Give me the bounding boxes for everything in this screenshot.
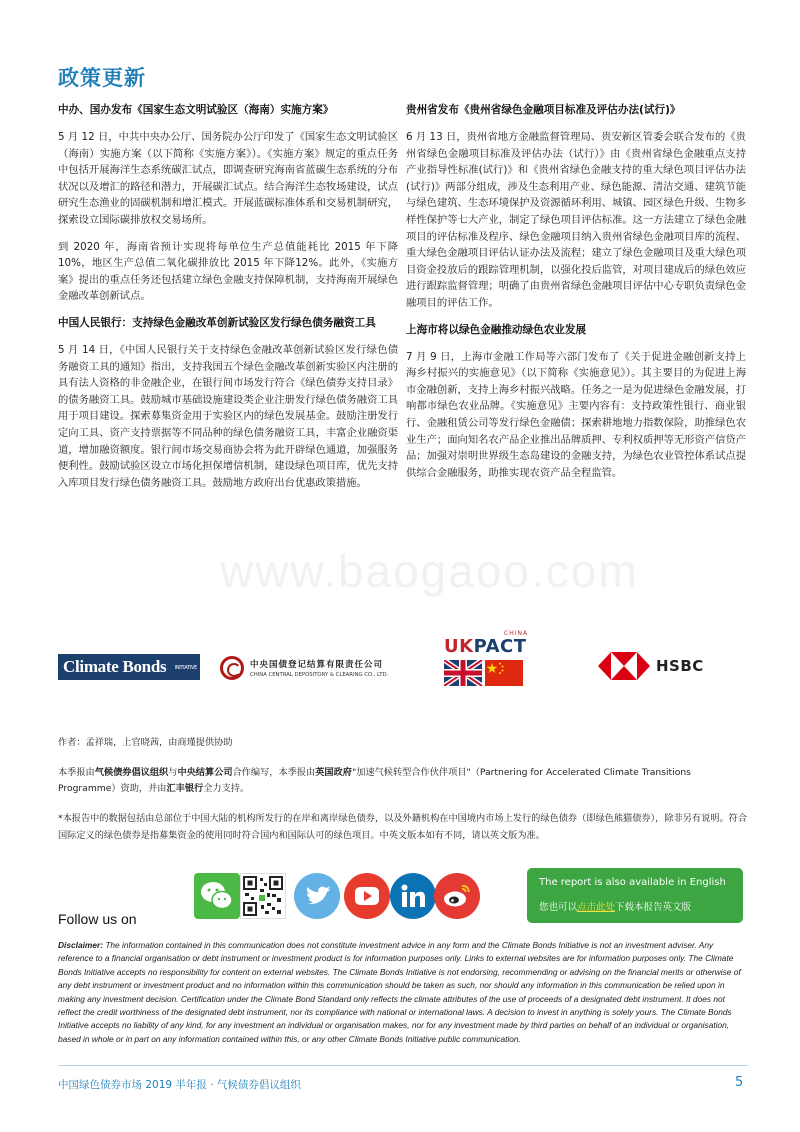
watermark: www.baogaoo.com: [220, 545, 639, 597]
qr-code-icon[interactable]: [240, 873, 286, 919]
uk-pact-wordmark: [444, 636, 527, 657]
section-heading-shanghai: 上海市将以绿色金融推动绿色农业发展: [406, 323, 587, 336]
twitter-icon[interactable]: [294, 873, 340, 919]
disclaimer: [58, 939, 748, 1046]
youtube-icon[interactable]: [344, 873, 390, 919]
partner-logos: [58, 630, 748, 690]
english-version-text: The report is also available in English: [539, 877, 726, 888]
hsbc-logo[interactable]: [598, 652, 708, 682]
funding-text-5: 全力支持。: [203, 783, 250, 794]
climate-bonds-logo[interactable]: [58, 654, 200, 680]
funding-org-ccdc: 中央结算公司: [177, 767, 233, 778]
ccdc-emblem-icon: [220, 656, 244, 680]
weibo-icon[interactable]: [434, 873, 480, 919]
footer-divider: [58, 1065, 748, 1066]
funding-org-uk-gov: 英国政府: [315, 767, 352, 778]
climate-bonds-logo-text: Climate Bonds: [63, 657, 167, 676]
funding-text-3: 合作编写，本季报由: [232, 767, 316, 778]
ccdc-logo-cn: 中央国债登记结算有限责任公司: [250, 660, 384, 670]
funding-org-hsbc: 汇丰银行: [166, 783, 204, 794]
wechat-icon[interactable]: [194, 873, 240, 919]
funding-text-4: "加速气候转型合作伙伴项目"（Partnering for Accelerated Climate Transitions Programme）资助，并由: [58, 767, 691, 794]
uk-pact-uk: UK: [444, 636, 474, 657]
right-column: [406, 102, 746, 491]
uk-china-flags-icon: [444, 660, 524, 686]
ccdc-logo-en: CHINA CENTRAL DEPOSITORY & CLEARING CO., LTD.: [250, 672, 389, 678]
linkedin-icon[interactable]: [390, 873, 436, 919]
paragraph-hainan-2: 到 2020 年，海南省预计实现将每单位生产总值能耗比 2015 年下降 10%，地区生产总值二氧化碳排放比 2015 年下降12%。此外，《实施方案》提出的重点任务还包括建立绿色金融支持保障机制，支持海南开展绿色金融改革创新试点。: [58, 240, 398, 303]
section-heading-pboc: 中国人民银行：支持绿色金融改革创新试验区发行绿色债务融资工具: [58, 316, 376, 329]
page-title: 政策更新: [58, 66, 146, 90]
left-column: [58, 102, 398, 501]
hsbc-hexagon-icon: [598, 652, 650, 680]
paragraph-guizhou-1: 6 月 13 日，贵州省地方金融监督管理局、贵安新区管委会联合发布的《贵州省绿色金融项目标准及评估办法（试行）》由《贵州省绿色金融重点支持产业指导性标准(试行)》和《贵州省绿色金融支持的重大绿色项目评估办法(试行)》两部分组成，涉及生态利用产业、绿色能源、清洁交通、建筑节能与绿色建筑、生态环境保护及资源循环利用、城镇、园区绿色升级、生物多样性保护等七大产业，制定了绿色项目评估标准。这一方法建立了绿色金融项目的评估标准及程序、绿色金融项目纳入贵州省绿色金融项目库的流程、重大绿色金融项目评估认证办法及流程；建立了绿色金融项目及重大绿色项目资金投放后的跟踪管理机制，以强化投后监管，对项目建成后的绿色效应进行跟踪监督管理；明确了由贵州省绿色金融项目评估中心专职负责绿色金融项目的评估工作。: [406, 131, 746, 309]
uk-pact-china-label: CHINA: [504, 630, 529, 637]
climate-bonds-logo-tag: INITIATIVE: [174, 665, 197, 671]
ccdc-logo[interactable]: [220, 656, 398, 686]
english-version-download-line: [539, 899, 743, 913]
disclaimer-text: The information contained in this communication does not constitute investment advice in any form and the Climate Bonds Initiative is not an investment adviser. Any reference to a financial organisation or debt instrument or investment product is for information purposes only. Links to external websites are for information purposes only. The Climate Bonds Initiative accepts no responsibility for content on external websites. The Climate Bonds Initiative is not endorsing, recommending or advising on the financial merits or otherwise of any debt instrument or investment product and no information within this communication should be taken as such, nor should any information in this communication be relied upon in making any investment decision. Certification under the Climate Bond Standard only reflects the climate attributes of the use of proceeds of a designated debt instrument. It does not reflect the credit worthiness of the designated debt instrument, nor its compliance with national or international laws. A decision to invest in anything is solely yours. The Climate Bonds Initiative accepts no liability of any kind, for any investment an individual or organisation makes, nor for any investment made by third parties on behalf of an individual or organisation, based in whole or in part on any information contained within this, or any other Climate Bonds Initiative public communication.: [58, 940, 741, 1044]
section-heading-hainan: 中办、国办发布《国家生态文明试验区（海南）实施方案》: [58, 104, 334, 116]
uk-pact-logo[interactable]: [444, 630, 529, 690]
funding-text-2: 与: [168, 767, 178, 778]
paragraph-pboc-1: 5 月 14 日，《中国人民银行关于支持绿色金融改革创新试验区发行绿色债务融资工具的通知》指出，支持我国五个绿色金融改革创新实验区内注册的具有法人资格的非金融企业，在银行间市场发行符合《绿色债券支持目录》的债务融资工具。鼓励城市基础设施建设类企业注册发行绿色债务融资工具用于项目建设。探索募集资金用于实验区内的绿色发展基金。鼓励注册发行定向工具、资产支持票据等不同品种的绿色债务融资工具，丰富企业融资渠道，增加融资额度。银行间市场交易商协会将为此开辟绿色通道，加强服务便利性。鼓励试验区设立市场化担保增信机制，建设绿色项目库，优先支持入库项目发行绿色债务融资工具。鼓励地方政府出台优惠政策措施。: [58, 343, 398, 489]
funding-text-1: 本季报由: [58, 767, 95, 778]
paragraph-shanghai-1: 7 月 9 日，上海市金融工作局等六部门发布了《关于促进金融创新支持上海乡村振兴的实施意见》（以下简称《实施意见》）。其主要目的为促进上海市金融创新，支持上海乡村振兴战略。任务之一是为促进绿色金融发展，打响都市绿色农业品牌。《实施意见》主要内容有：支持政策性银行、商业银行、金融租赁公司等发行绿色金融债；探索耕地地力指数保险，助推绿色农业生产；面向知名农产品企业推出品牌质押、专利权质押等无形资产信贷产品；加强对崇明世界级生态岛建设的金融支持，为绿色农业管控体系试点提供综合金融服务，助推实现农资产品全程监管。: [406, 350, 746, 479]
uk-pact-pact: PACT: [473, 636, 527, 657]
hsbc-wordmark: HSBC: [656, 657, 704, 675]
paragraph-hainan-1: 5 月 12 日，中共中央办公厅、国务院办公厅印发了《国家生态文明试验区（海南）实施方案（以下简称《实施方案》）。《实施方案》规定的重点任务中包括开展海洋生态系统碳汇试点，即调查研究海南省蓝碳生态系统的分布状况以及增汇的路径和潜力，开展碳汇试点。结合海洋生态牧场建设，试点研究生态渔业的固碳机制和增汇模式。开展蓝碳标准体系和交易机制研究，探索设立国际碳排放权交易场所。: [58, 131, 398, 226]
funding-statement: [58, 765, 748, 797]
download-english-link[interactable]: 点击此处: [577, 902, 616, 913]
authors-line: 作者：孟祥瑞，上官晓茜，由商瑾提供协助: [58, 737, 233, 748]
footer-report-title: 中国绿色债券市场 2019 半年报 · 气候债券倡议组织: [58, 1079, 301, 1091]
english-version-banner: [527, 868, 743, 923]
page-number: 5: [735, 1075, 744, 1090]
download-prefix: 您也可以: [539, 902, 578, 913]
data-scope-note: *本报告中的数据包括由总部位于中国大陆的机构所发行的在岸和离岸绿色债券，以及外籍机构在中国境内市场上发行的绿色债券（即绿色熊猫债券），除非另有说明。符合国际定义的绿色债券是指募集资金的使用同时符合国内和国际认可的绿色项目。中英文版本如有不同，请以英文版为准。: [58, 813, 748, 841]
section-heading-guizhou: 贵州省发布《贵州省绿色金融项目标准及评估办法(试行)》: [406, 104, 681, 116]
download-suffix: 下载本报告英文版: [615, 902, 692, 913]
disclaimer-label: Disclaimer:: [58, 940, 103, 950]
funding-org-cbi: 气候债券倡议组织: [94, 767, 169, 778]
follow-us-label: Follow us on: [58, 911, 137, 927]
